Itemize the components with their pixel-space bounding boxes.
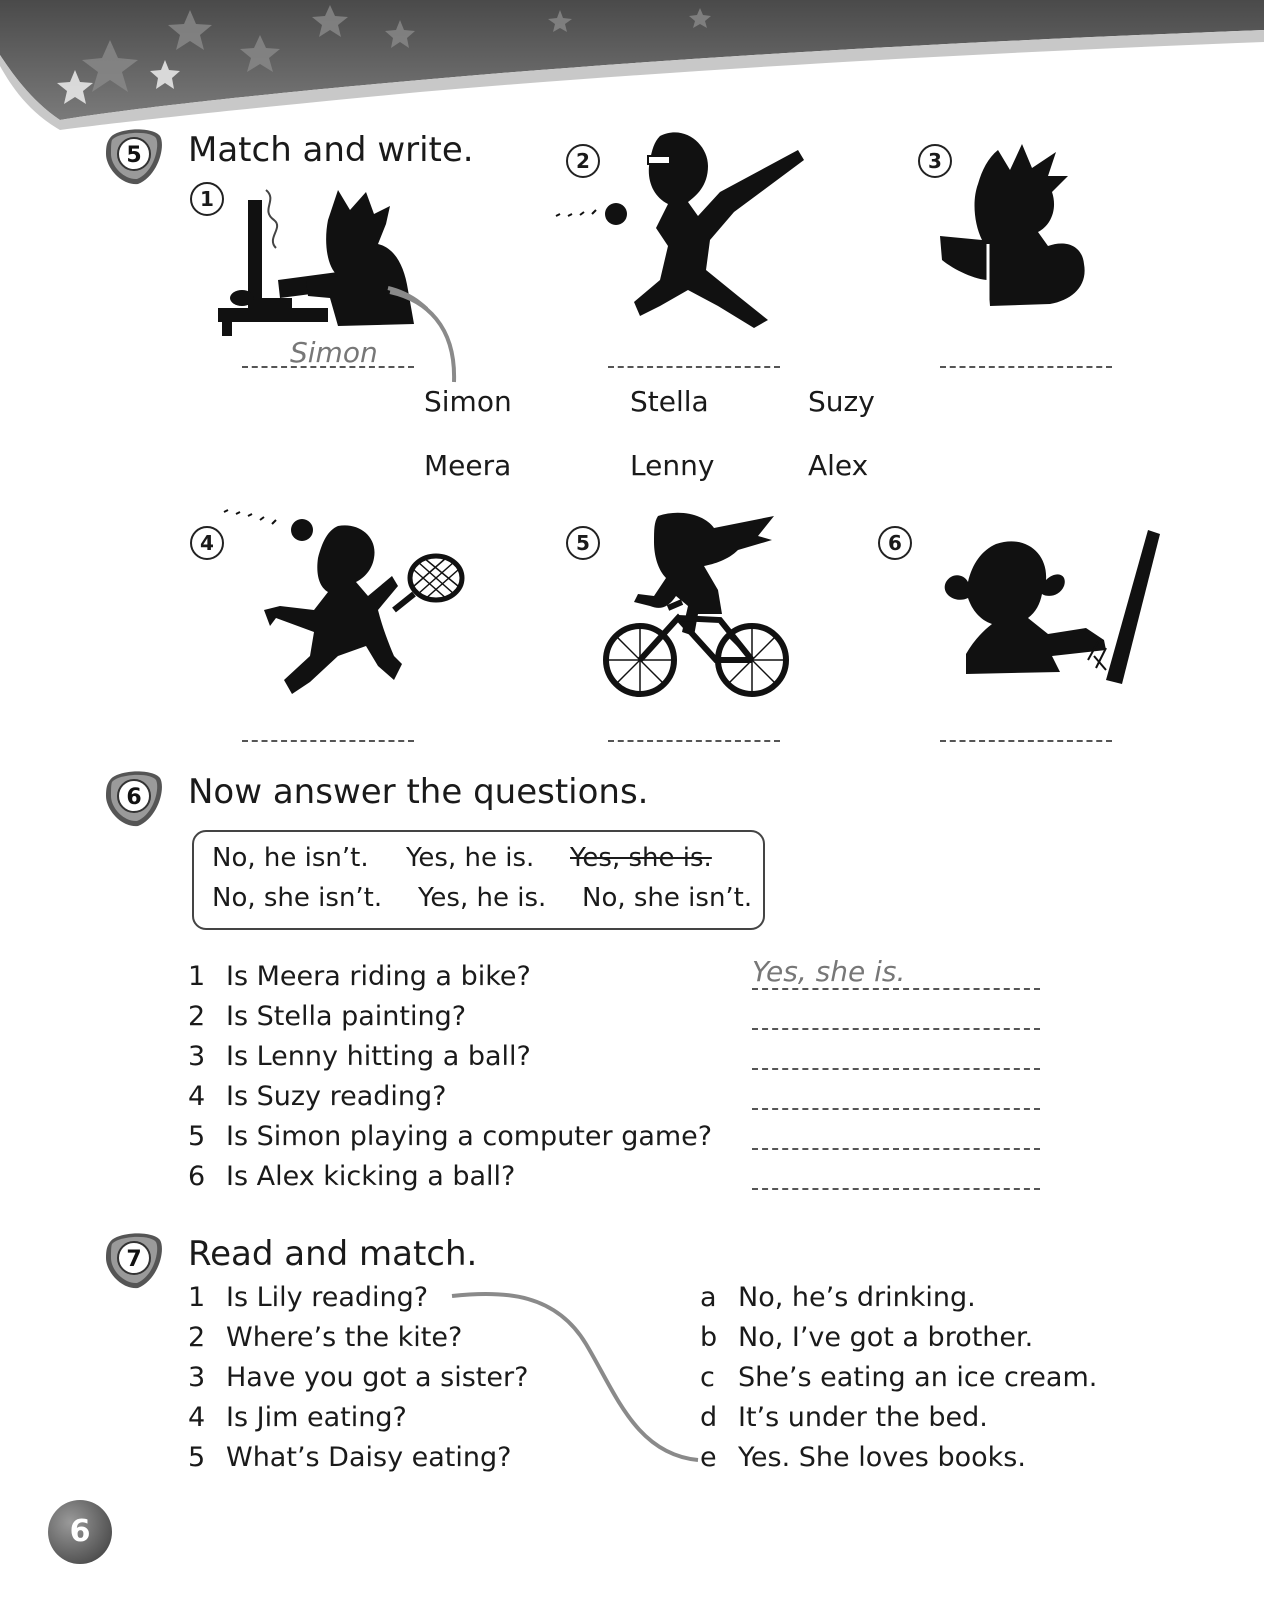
answer-right: e Yes. She loves books. [700, 1442, 1026, 1473]
answer-line-q4[interactable] [752, 1108, 1040, 1110]
answer-right: d It’s under the bed. [700, 1402, 988, 1433]
picture-number-2: 2 [566, 144, 600, 178]
answer-line-q2[interactable] [752, 1028, 1040, 1030]
question-row: 2 Is Stella painting? [188, 1001, 467, 1032]
name-meera: Meera [424, 449, 512, 482]
answer-line-q5[interactable] [752, 1148, 1040, 1150]
answer-line-6[interactable] [940, 740, 1112, 742]
answer-line-3[interactable] [940, 366, 1112, 368]
answer-line-2[interactable] [608, 366, 780, 368]
box-option: No, she isn’t. [582, 883, 753, 913]
picture-number-3: 3 [918, 144, 952, 178]
picture-number-6: 6 [878, 526, 912, 560]
question-row: 5 Is Simon playing a computer game? [188, 1121, 713, 1152]
exercise-6-title: Now answer the questions. [188, 772, 649, 812]
box-option-crossed: Yes, she is. [570, 843, 712, 873]
answer-right: a No, he’s drinking. [700, 1282, 976, 1313]
question-left: 5 What’s Daisy eating? [188, 1442, 512, 1473]
exercise-7-badge [102, 1228, 166, 1292]
name-alex: Alex [808, 449, 869, 482]
match-line-1 [386, 286, 476, 386]
question-row: 1 Is Meera riding a bike? [188, 961, 531, 992]
name-suzy: Suzy [808, 385, 875, 418]
box-option: No, he isn’t. [212, 843, 369, 873]
box-option: No, she isn’t. [212, 883, 383, 913]
question-left: 2 Where’s the kite? [188, 1322, 463, 1353]
exercise-7-number: 7 [126, 1247, 142, 1272]
answer-right: c She’s eating an ice cream. [700, 1362, 1098, 1393]
answer-line-5[interactable] [608, 740, 780, 742]
match-line-7 [446, 1284, 706, 1474]
reader-silhouette [938, 140, 1108, 315]
answer-line-q6[interactable] [752, 1188, 1040, 1190]
answer-line-4[interactable] [242, 740, 414, 742]
handwritten-answer-1: Simon [290, 336, 378, 369]
exercise-6-number: 6 [126, 785, 142, 810]
question-left: 4 Is Jim eating? [188, 1402, 407, 1433]
question-row: 4 Is Suzy reading? [188, 1081, 447, 1112]
question-left: 1 Is Lily reading? [188, 1282, 429, 1313]
name-simon: Simon [424, 385, 512, 418]
picture-number-1: 1 [190, 182, 224, 216]
answer-line-q1[interactable] [752, 988, 1040, 990]
name-lenny: Lenny [630, 449, 715, 482]
question-row: 6 Is Alex kicking a ball? [188, 1161, 516, 1192]
exercise-5-title: Match and write. [188, 130, 474, 170]
handwritten-answer-q1: Yes, she is. [752, 955, 906, 988]
picture-number-4: 4 [190, 526, 224, 560]
exercise-5-number: 5 [126, 143, 142, 168]
question-left: 3 Have you got a sister? [188, 1362, 529, 1393]
answer-line-q3[interactable] [752, 1068, 1040, 1070]
picture-number-5: 5 [566, 526, 600, 560]
page-number: 6 [48, 1500, 112, 1564]
exercise-7-title: Read and match. [188, 1234, 478, 1274]
exercise-5-badge [102, 124, 166, 188]
header-banner [0, 0, 1264, 130]
painter-silhouette [936, 524, 1166, 694]
baseball-batter-silhouette [548, 120, 808, 330]
question-row: 3 Is Lenny hitting a ball? [188, 1041, 531, 1072]
box-option: Yes, he is. [406, 843, 535, 873]
answer-right: b No, I’ve got a brother. [700, 1322, 1034, 1353]
box-option: Yes, he is. [418, 883, 547, 913]
name-stella: Stella [630, 385, 709, 418]
tennis-player-silhouette [218, 506, 468, 701]
cyclist-silhouette [598, 510, 798, 700]
exercise-6-badge [102, 766, 166, 830]
